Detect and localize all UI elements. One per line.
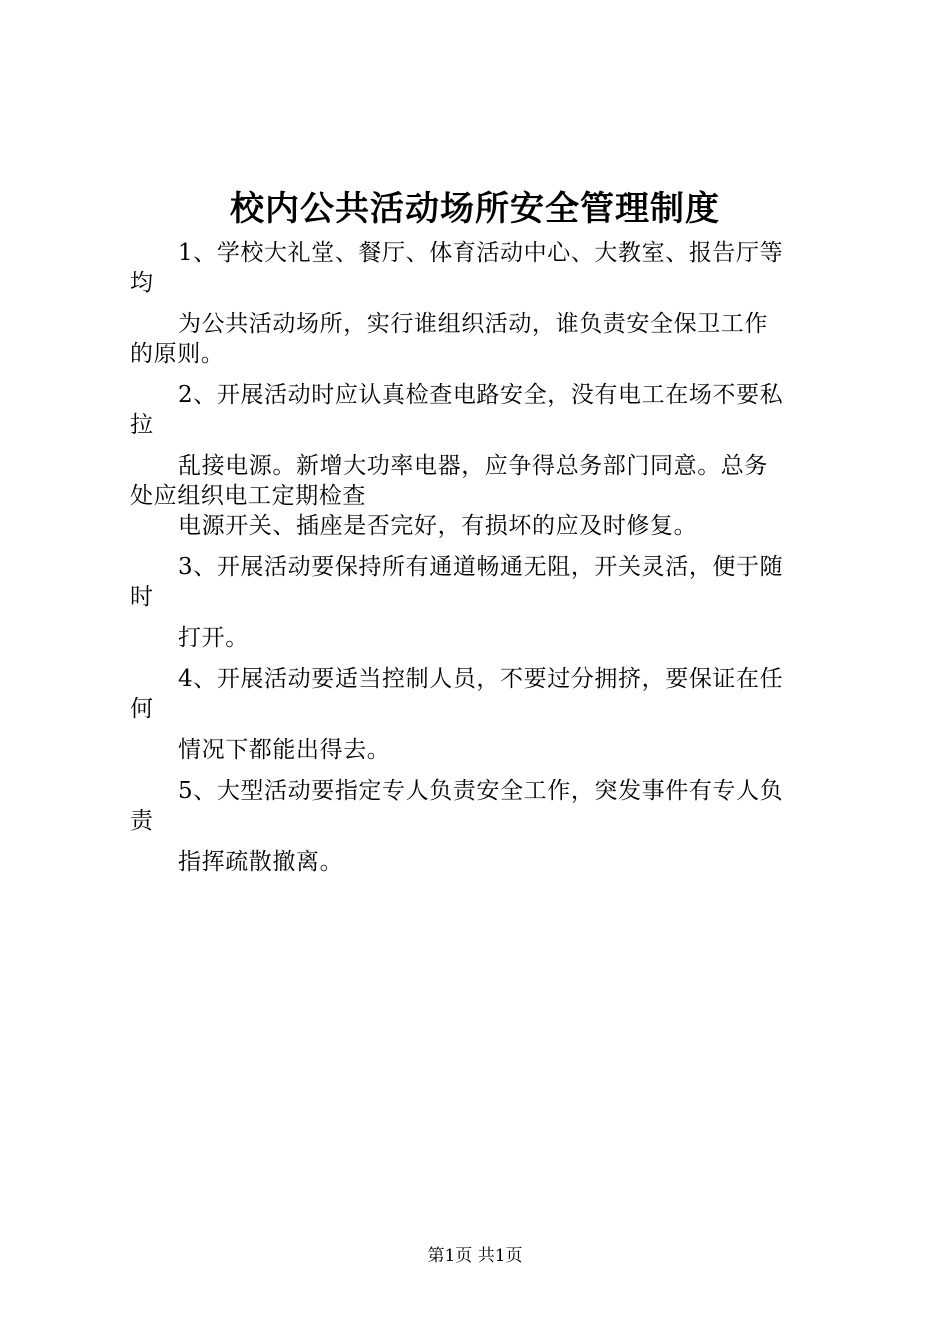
item-4-line-2: 何 [130, 696, 154, 722]
item-4-line-1: 4、开展活动要适当控制人员，不要过分拥挤，要保证在任 [178, 666, 784, 692]
item-3-line-3: 打开。 [178, 625, 249, 651]
item-1-line-4: 的原则。 [130, 341, 225, 367]
item-1-line-3: 为公共活动场所，实行谁组织活动，谁负责安全保卫工作 [178, 311, 768, 337]
item-2-line-5: 电源开关、插座是否完好，有损坏的应及时修复。 [178, 513, 698, 539]
item-5-line-2: 责 [130, 808, 154, 834]
item-1-line-1: 1、学校大礼堂、餐厅、体育活动中心、大教室、报告厅等 [178, 240, 784, 266]
item-2-line-2: 拉 [130, 412, 154, 438]
item-1-line-2: 均 [130, 270, 154, 296]
item-2-line-4: 处应组织电工定期检查 [130, 483, 366, 509]
item-3-line-1: 3、开展活动要保持所有通道畅通无阻，开关灵活，便于随 [178, 554, 784, 580]
item-2-line-1: 2、开展活动时应认真检查电路安全，没有电工在场不要私 [178, 382, 784, 408]
document-title: 校内公共活动场所安全管理制度 [230, 189, 720, 229]
document-body [130, 238, 832, 877]
item-5-line-3: 指挥疏散撤离。 [178, 849, 344, 875]
page-footer: 第1页 共1页 [427, 1246, 523, 1266]
item-2-line-3: 乱接电源。新增大功率电器，应争得总务部门同意。总务 [178, 453, 768, 479]
item-5-line-1: 5、大型活动要指定专人负责安全工作，突发事件有专人负 [178, 778, 784, 804]
item-3-line-2: 时 [130, 584, 154, 610]
item-4-line-3: 情况下都能出得去。 [178, 737, 391, 763]
